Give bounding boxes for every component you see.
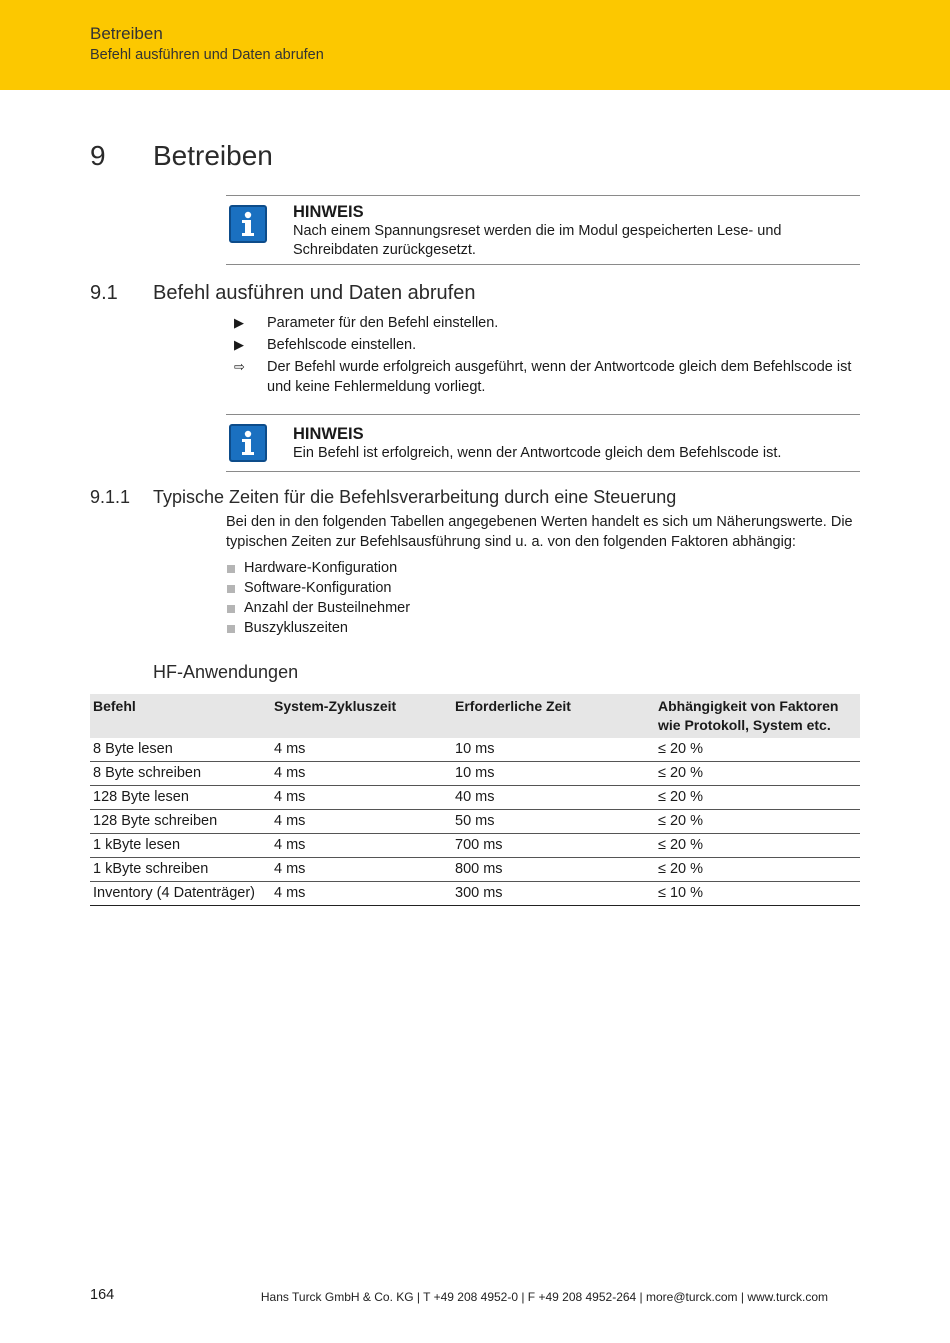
table-row xyxy=(90,858,860,882)
table-cell: 800 ms xyxy=(452,858,655,882)
table-row xyxy=(90,738,860,762)
page-number: 164 xyxy=(90,1287,115,1303)
table-cell: 4 ms xyxy=(271,810,452,834)
table-cell: 8 Byte schreiben xyxy=(90,762,271,786)
notice-box xyxy=(226,414,860,472)
header-band xyxy=(0,0,950,90)
table-cell: ≤ 20 % xyxy=(655,738,860,762)
chapter-number: 9 xyxy=(90,140,106,171)
notice-box xyxy=(226,195,860,265)
table-cell: 4 ms xyxy=(271,762,452,786)
timing-table xyxy=(90,694,860,906)
table-cell: 4 ms xyxy=(271,738,452,762)
table-cell: 4 ms xyxy=(271,882,452,906)
table-cell: 40 ms xyxy=(452,786,655,810)
column-header: System-Zykluszeit xyxy=(271,694,452,738)
table-cell: ≤ 20 % xyxy=(655,858,860,882)
square-bullet-icon xyxy=(227,605,235,613)
square-bullet-icon xyxy=(227,565,235,573)
play-icon: ▶ xyxy=(234,315,244,330)
table-cell: 50 ms xyxy=(452,810,655,834)
intro-paragraph: Bei den in den folgenden Tabellen angegebenen Werten handelt es sich um Näherungswerte. Die typischen Zeiten zur Befehlsausführung sind u. a. von den folgenden Faktoren abhängig: xyxy=(226,514,853,550)
column-header: Befehl xyxy=(90,694,271,738)
chapter-title: Betreiben xyxy=(153,140,273,171)
table-cell: ≤ 20 % xyxy=(655,810,860,834)
table-cell: 8 Byte lesen xyxy=(90,738,271,762)
step-text: Befehlscode einstellen. xyxy=(267,337,417,353)
table-row xyxy=(90,810,860,834)
header-title: Betreiben xyxy=(90,24,163,43)
info-icon xyxy=(229,424,267,462)
table-cell: 700 ms xyxy=(452,834,655,858)
table-cell: 1 kByte lesen xyxy=(90,834,271,858)
table-cell: 128 Byte schreiben xyxy=(90,810,271,834)
section-number: 9.1 xyxy=(90,282,118,304)
table-cell: 10 ms xyxy=(452,738,655,762)
column-header: Erforderliche Zeit xyxy=(452,694,655,738)
step-text: Parameter für den Befehl einstellen. xyxy=(267,315,499,331)
column-header: Abhängigkeit von Faktoren wie Protokoll, System etc. xyxy=(655,694,860,738)
header-subtitle: Befehl ausführen und Daten abrufen xyxy=(90,47,324,63)
section-title: Befehl ausführen und Daten abrufen xyxy=(153,282,476,304)
result-arrow-icon: ⇨ xyxy=(234,359,245,374)
notice-text: Nach einem Spannungsreset werden die im Modul gespeicherten Lese- und Schreibdaten zurückgesetzt. xyxy=(293,223,782,258)
table-cell: 4 ms xyxy=(271,858,452,882)
square-bullet-icon xyxy=(227,625,235,633)
info-icon xyxy=(229,205,267,243)
table-cell: ≤ 20 % xyxy=(655,762,860,786)
table-cell: 4 ms xyxy=(271,786,452,810)
subsection-number: 9.1.1 xyxy=(90,487,131,507)
notice-title: HINWEIS xyxy=(293,203,364,221)
table-cell: ≤ 10 % xyxy=(655,882,860,906)
subsection-title: Typische Zeiten für die Befehlsverarbeitung durch eine Steuerung xyxy=(153,487,677,507)
table-cell: 4 ms xyxy=(271,834,452,858)
step-text: Der Befehl wurde erfolgreich ausgeführt, wenn der Antwortcode gleich dem Befehlscode ist und keine Fehlermeldung vorliegt. xyxy=(267,359,852,395)
footer-contact: Hans Turck GmbH & Co. KG | T +49 208 4952-0 | F +49 208 4952-264 | more@turck.com | www.turck.com xyxy=(260,1290,828,1304)
table-row xyxy=(90,882,860,906)
table-header-row xyxy=(90,694,860,738)
square-bullet-icon xyxy=(227,585,235,593)
table-cell: 1 kByte schreiben xyxy=(90,858,271,882)
table-cell: 128 Byte lesen xyxy=(90,786,271,810)
table-cell: 10 ms xyxy=(452,762,655,786)
play-icon: ▶ xyxy=(234,337,244,352)
table-row xyxy=(90,762,860,786)
notice-text: Ein Befehl ist erfolgreich, wenn der Antwortcode gleich dem Befehlscode ist. xyxy=(293,445,782,461)
table-row xyxy=(90,834,860,858)
table-cell: ≤ 20 % xyxy=(655,786,860,810)
table-caption: HF-Anwendungen xyxy=(153,662,299,682)
table-cell: 300 ms xyxy=(452,882,655,906)
table-cell: Inventory (4 Datenträger) xyxy=(90,882,271,906)
table-cell: ≤ 20 % xyxy=(655,834,860,858)
table-row xyxy=(90,786,860,810)
notice-title: HINWEIS xyxy=(293,425,364,443)
